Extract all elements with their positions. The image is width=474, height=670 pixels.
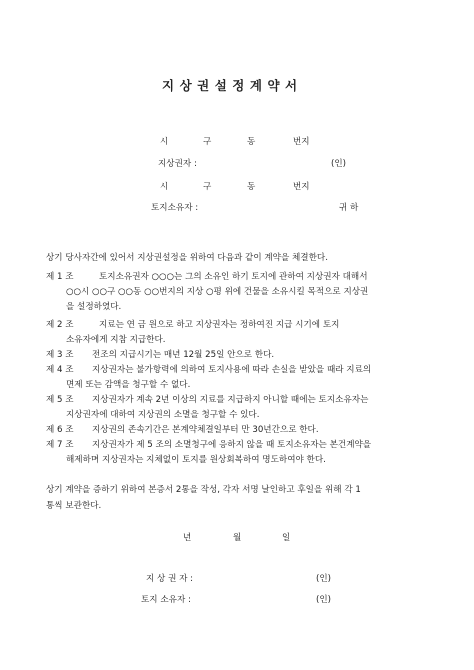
addr-si: 시	[160, 137, 169, 147]
article-number: 제 2 조	[46, 320, 74, 330]
signature-owner-label: 토지 소유자 :	[141, 595, 191, 605]
article-number: 제 1 조	[46, 272, 74, 282]
article-line: 지상권자에 대하여 지상권의 소멸을 청구할 수 있다.	[66, 410, 260, 420]
owner-honorific: 귀 하	[339, 203, 359, 213]
addr2-si: 시	[160, 182, 169, 192]
signature-grantee-label: 지 상 권 자 :	[146, 574, 194, 584]
date-day: 일	[282, 533, 291, 543]
addr-dong: 동	[247, 137, 256, 147]
owner-label: 토지소유자 :	[151, 203, 199, 213]
article-line: 소유자에게 지참 지급한다.	[66, 335, 166, 345]
article-line: 전조의 지급시기는 매년 12월 25일 안으로 한다.	[92, 350, 275, 360]
addr-gu: 구	[203, 137, 212, 147]
article-line: 지상권의 존속기간은 본계약체결일부터 만 30년간으로 한다.	[92, 425, 319, 435]
article-line: 토지소유권자 ○○○는 그의 소유인 하기 토지에 관하여 지상권자 대해서	[99, 272, 368, 282]
signature-grantee-seal: (인)	[316, 574, 332, 584]
document-title: 지상권설정계약서	[162, 78, 303, 93]
article-number: 제 3 조	[46, 350, 74, 360]
article-number: 제 4 조	[46, 365, 74, 375]
grantee-seal: (인)	[331, 159, 347, 169]
article-line: 지상권자가 계속 2년 이상의 지료를 지급하지 아니할 때에는 토지소유자는	[92, 395, 369, 405]
article-line: 해제하며 지상권자는 지체없이 토지를 원상회복하여 명도하여야 한다.	[66, 455, 326, 465]
article-line: 을 설정하였다.	[66, 302, 122, 312]
closing-line-1: 상기 계약을 증하기 위하여 본증서 2통을 작성, 각자 서명 날인하고 후일을 위해 각 1	[46, 485, 361, 495]
addr-bunji: 번지	[293, 137, 310, 147]
addr2-bunji: 번지	[293, 182, 310, 192]
closing-line-2: 통씩 보관한다.	[46, 501, 102, 511]
article-number: 제 7 조	[46, 440, 74, 450]
date-month: 월	[233, 533, 242, 543]
article-line: 면제 또는 감액을 청구할 수 없다.	[66, 380, 191, 390]
intro-text: 상기 당사자간에 있어서 지상권설정을 위하여 다음과 같이 계약을 체결한다.	[46, 253, 328, 263]
article-line: 지상권자가 제 5 조의 소멸청구에 응하지 않을 때 토지소유자는 본건계약을	[92, 440, 372, 450]
article-number: 제 6 조	[46, 425, 74, 435]
article-line: 지료는 연 금 원으로 하고 지상권자는 정하여진 지급 시기에 토지	[99, 320, 340, 330]
signature-owner-seal: (인)	[316, 595, 332, 605]
date-year: 년	[183, 533, 192, 543]
article-line: ○○시 ○○구 ○○동 ○○번지의 지상 ○평 위에 건물을 소유시킬 목적으로 지상권	[66, 287, 369, 297]
article-number: 제 5 조	[46, 395, 74, 405]
article-line: 지상권자는 불가항력에 의하여 토지사용에 따라 손실을 받았을 때라 지료의	[92, 365, 372, 375]
grantee-label: 지상권자 :	[158, 159, 197, 169]
addr2-gu: 구	[203, 182, 212, 192]
addr2-dong: 동	[247, 182, 256, 192]
